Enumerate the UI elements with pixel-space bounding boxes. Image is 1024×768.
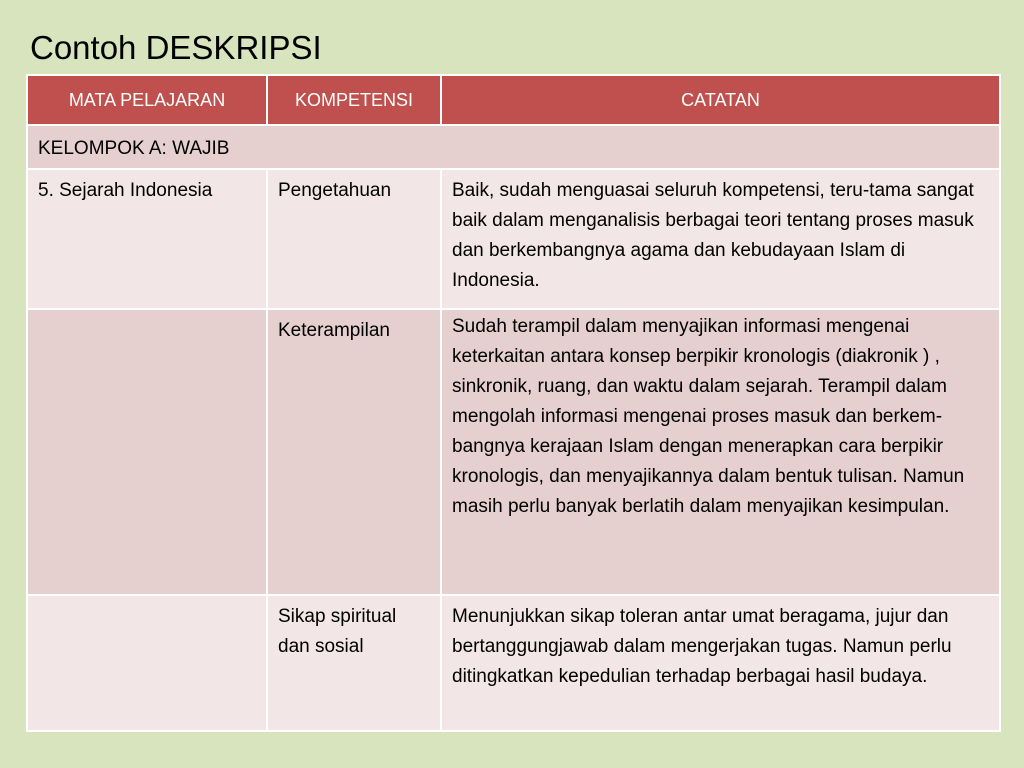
subject-cell [27,309,267,595]
note-cell: Menunjukkan sikap toleran antar umat beragama, jujur dan bertanggungjawab dalam mengerjakan tugas. Namun perlu ditingkatkan kepedulian terhadap berbagai hasil budaya. [441,595,1000,731]
table-row [27,595,1000,731]
group-label: KELOMPOK A: WAJIB [27,125,1000,169]
subject-cell: 5. Sejarah Indonesia [27,169,267,309]
slide-title: Contoh DESKRIPSI [30,29,322,66]
note-cell: Sudah terampil dalam menyajikan informasi mengenai keterkaitan antara konsep berpikir kronologis (diakronik ) , sinkronik, ruang, dan waktu dalam sejarah. Terampil dalam mengolah informasi mengenai proses masuk dan berkem-bangnya kerajaan Islam dengan menerapkan cara berpikir kronologis, dan menyajikannya dalam bentuk tulisan. Namun masih perlu banyak berlatih dalam menyajikan kesimpulan. [441,309,1000,595]
table-row [27,309,1000,595]
competence-cell: Pengetahuan [267,169,441,309]
table-header-row [27,75,1000,125]
header-catatan: CATATAN [441,75,1000,125]
note-cell: Baik, sudah menguasai seluruh kompetensi, teru-tama sangat baik dalam menganalisis berbagai teori tentang proses masuk dan berkembangnya agama dan kebudayaan Islam di Indonesia. [441,169,1000,309]
competence-cell: Sikap spiritual dan sosial [267,595,441,731]
group-row [27,125,1000,169]
header-kompetensi: KOMPETENSI [267,75,441,125]
header-mata-pelajaran: MATA PELAJARAN [27,75,267,125]
description-table [26,74,1001,732]
table-row [27,169,1000,309]
subject-cell [27,595,267,731]
competence-cell: Keterampilan [267,309,441,595]
